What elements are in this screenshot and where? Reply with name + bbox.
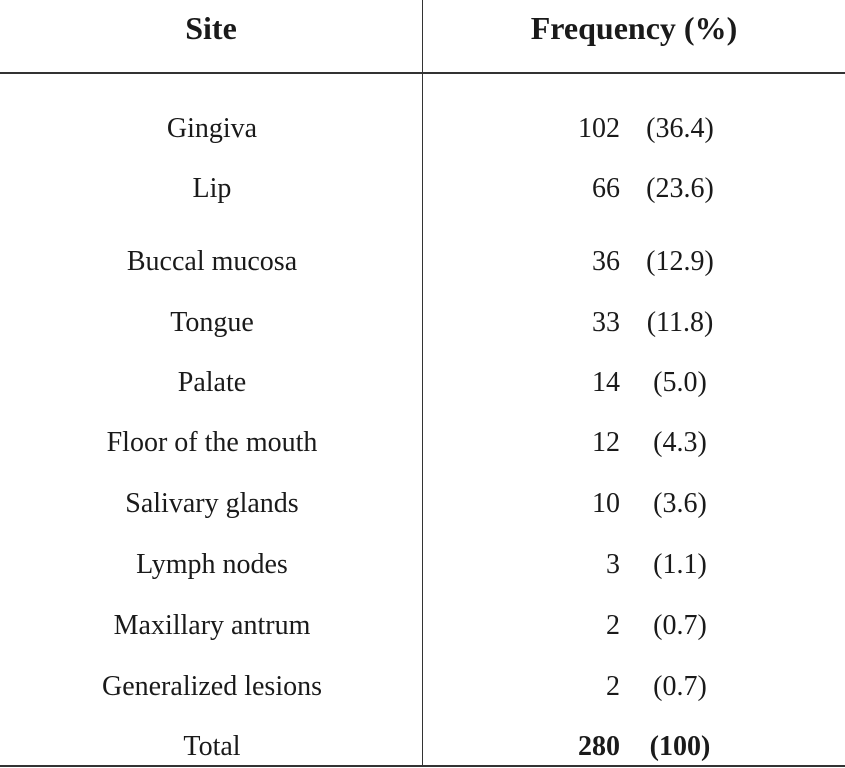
table-row [0, 423, 845, 463]
row-site: Maxillary antrum [113, 610, 311, 641]
table-row [0, 606, 845, 646]
row-site: Tongue [170, 307, 254, 338]
row-percent: (23.6) [646, 173, 714, 204]
header-rule [0, 72, 845, 74]
row-percent: (4.3) [653, 427, 707, 458]
table-row [0, 109, 845, 149]
table-row [0, 242, 845, 282]
row-percent: (1.1) [653, 549, 707, 580]
row-percent: (0.7) [653, 671, 707, 702]
table-row [0, 484, 845, 524]
total-label: Total [183, 731, 241, 762]
row-site: Buccal mucosa [126, 246, 298, 277]
total-count: 280 [578, 731, 620, 762]
row-percent: (3.6) [653, 488, 707, 519]
row-percent: (11.8) [646, 307, 714, 338]
table-row [0, 667, 845, 707]
row-site: Lip [192, 173, 232, 204]
header-site: Site [185, 10, 237, 46]
row-count: 66 [592, 173, 620, 204]
header-frequency: Frequency (%) [530, 10, 738, 46]
total-row [0, 727, 845, 767]
row-count: 10 [592, 488, 620, 519]
row-site: Gingiva [166, 113, 258, 144]
row-percent: (0.7) [653, 610, 707, 641]
row-percent: (36.4) [646, 113, 714, 144]
row-count: 102 [578, 113, 620, 144]
row-count: 2 [606, 671, 620, 702]
row-site: Generalized lesions [101, 671, 323, 702]
row-site: Palate [177, 367, 247, 398]
table-row [0, 545, 845, 585]
row-count: 3 [606, 549, 620, 580]
table-row [0, 169, 845, 209]
row-site: Salivary glands [125, 488, 299, 519]
row-count: 36 [592, 246, 620, 277]
row-site: Lymph nodes [136, 549, 288, 580]
row-count: 2 [606, 610, 620, 641]
row-percent: (12.9) [646, 246, 714, 277]
total-percent: (100) [649, 731, 711, 762]
table-row [0, 363, 845, 403]
row-count: 14 [592, 367, 620, 398]
row-count: 33 [592, 307, 620, 338]
row-site: Floor of the mouth [106, 427, 318, 458]
row-percent: (5.0) [653, 367, 707, 398]
table-row [0, 303, 845, 343]
row-count: 12 [592, 427, 620, 458]
